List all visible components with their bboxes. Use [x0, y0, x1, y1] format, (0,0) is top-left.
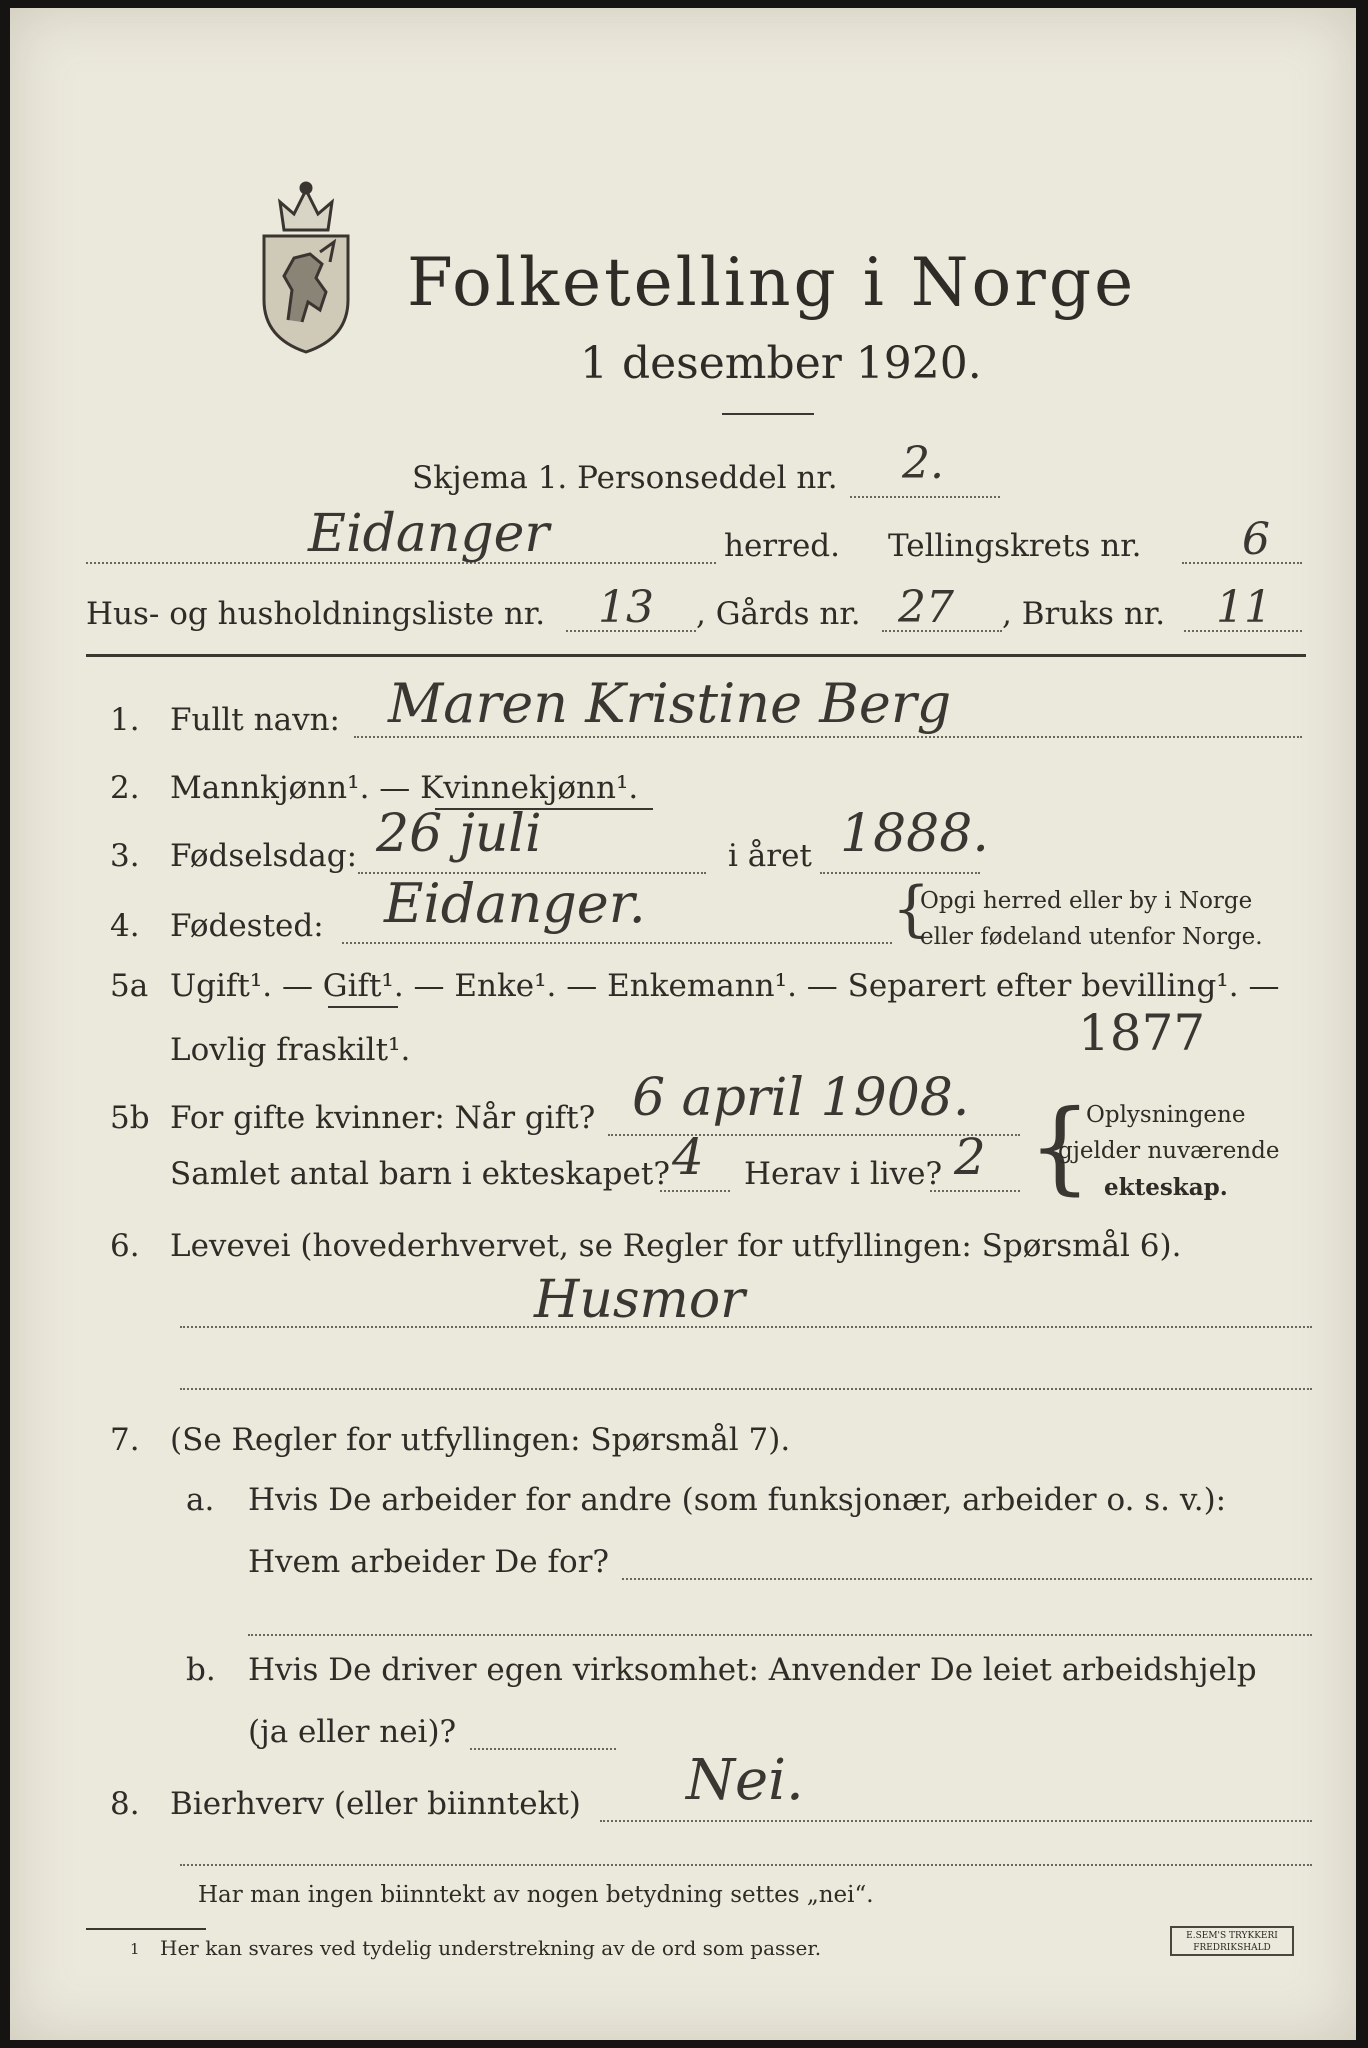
- q5b-note-2: gjelder nuværende: [1058, 1138, 1280, 1164]
- alive-line: [930, 1190, 1020, 1192]
- q4-note-1: Opgi herred eller by i Norge: [920, 888, 1253, 914]
- q4-note-2: eller fødeland utenfor Norge.: [920, 924, 1263, 950]
- q5b-note-3: ekteskap.: [1104, 1174, 1228, 1201]
- q6-label: Levevei (hovederhvervet, se Regler for utfyllingen: Spørsmål 6).: [170, 1228, 1182, 1264]
- herred-label: herred.: [724, 528, 840, 564]
- q8-number: 8.: [110, 1786, 140, 1822]
- q5a-number: 5a: [110, 968, 149, 1004]
- census-form-sheet: [10, 8, 1356, 2040]
- alive-label: Herav i live?: [744, 1156, 943, 1192]
- herred-value: Eidanger: [308, 504, 550, 564]
- q3-year-label: i året: [728, 838, 812, 874]
- q7-number: 7.: [110, 1422, 140, 1458]
- marital-status-options: Ugift¹. — Gift¹. — Enke¹. — Enkemann¹. — Separert efter bevilling¹. —: [170, 968, 1280, 1004]
- personseddel-value: 2.: [902, 438, 944, 489]
- q7b-sub-label: (ja eller nei)?: [248, 1714, 457, 1750]
- q1-line: [354, 736, 1302, 738]
- personseddel-line: [850, 496, 1000, 498]
- q5b-label: For gifte kvinner: Når gift?: [170, 1100, 596, 1136]
- birth-date-value: 26 juli: [376, 804, 542, 864]
- footnote-mark: 1: [130, 1940, 140, 1958]
- year-annotation: 1877: [1078, 1004, 1206, 1062]
- tellingskrets-value: 6: [1242, 514, 1270, 565]
- children-value: 4: [672, 1128, 704, 1186]
- skjema-label: Skjema 1. Personseddel nr.: [412, 460, 838, 496]
- q1-label: Fullt navn:: [170, 702, 340, 738]
- gards-value: 27: [898, 582, 954, 633]
- bruks-label: , Bruks nr.: [1002, 596, 1166, 632]
- occupation-value: Husmor: [534, 1270, 745, 1330]
- q4-line: [342, 942, 892, 944]
- q6-line-2: [180, 1388, 1312, 1390]
- form-title: Folketelling i Norge: [407, 244, 1137, 321]
- footnote-rule: [86, 1928, 206, 1930]
- q7a-line-1: [622, 1578, 1312, 1580]
- q7a-letter: a.: [186, 1482, 215, 1518]
- footnote-text: Her kan svares ved tydelig understrekning av de ord som passer.: [160, 1936, 822, 1960]
- norway-coat-of-arms-icon: [250, 180, 362, 356]
- printer-stamp-line2: FREDRIKSHALD: [1193, 1943, 1271, 1953]
- q3-label: Fødselsdag:: [170, 838, 358, 874]
- gender-options: Mannkjønn¹. — Kvinnekjønn¹.: [170, 770, 639, 806]
- children-label: Samlet antal barn i ekteskapet?: [170, 1156, 670, 1192]
- header-rule: [86, 654, 1306, 657]
- q4-label: Fødested:: [170, 908, 324, 944]
- q7b-letter: b.: [186, 1652, 216, 1688]
- side-income-value: Nei.: [686, 1748, 804, 1813]
- husliste-label: Hus- og husholdningsliste nr.: [86, 596, 546, 632]
- husliste-value: 13: [598, 582, 654, 633]
- q8-line-2: [180, 1864, 1312, 1866]
- q7b-line: [470, 1748, 616, 1750]
- q3-number: 3.: [110, 838, 140, 874]
- full-name-value: Maren Kristine Berg: [388, 672, 952, 735]
- q4-brace: {: [892, 874, 931, 944]
- q8-line: [600, 1820, 1312, 1822]
- marital-status-options-2: Lovlig fraskilt¹.: [170, 1032, 411, 1068]
- q7a-label: Hvis De arbeider for andre (som funksjonær, arbeider o. s. v.):: [248, 1482, 1227, 1518]
- title-divider: [722, 413, 814, 415]
- gards-label: , Gårds nr.: [696, 596, 861, 632]
- q6-number: 6.: [110, 1228, 140, 1264]
- q6-line-1: [180, 1326, 1312, 1328]
- q7b-label: Hvis De driver egen virksomhet: Anvender De leiet arbeidshjelp: [248, 1652, 1257, 1688]
- printer-stamp: [1170, 1926, 1294, 1956]
- gift-underline: [328, 1006, 398, 1008]
- marriage-date-value: 6 april 1908.: [632, 1068, 970, 1128]
- q4-number: 4.: [110, 908, 140, 944]
- census-date: 1 desember 1920.: [580, 338, 982, 389]
- q5b-note-1: Oplysningene: [1086, 1102, 1246, 1128]
- q7a-sub-label: Hvem arbeider De for?: [248, 1544, 610, 1580]
- q5b-brace: {: [1028, 1088, 1092, 1205]
- bruks-value: 11: [1216, 582, 1272, 633]
- birth-year-value: 1888.: [840, 804, 989, 864]
- children-line: [660, 1190, 730, 1192]
- side-income-note: Har man ingen biinntekt av nogen betydning settes „nei“.: [198, 1882, 874, 1908]
- q7-label: (Se Regler for utfyllingen: Spørsmål 7).: [170, 1422, 791, 1458]
- alive-value: 2: [954, 1128, 986, 1186]
- birthplace-value: Eidanger.: [384, 872, 646, 935]
- printer-stamp-line1: E.SEM'S TRYKKERI: [1186, 1931, 1278, 1941]
- q2-number: 2.: [110, 770, 140, 806]
- q7a-line-2: [248, 1634, 1312, 1636]
- tellingskrets-label: Tellingskrets nr.: [888, 528, 1142, 564]
- q8-label: Bierhverv (eller biinntekt): [170, 1786, 581, 1822]
- q1-number: 1.: [110, 702, 140, 738]
- q5b-number: 5b: [110, 1100, 150, 1136]
